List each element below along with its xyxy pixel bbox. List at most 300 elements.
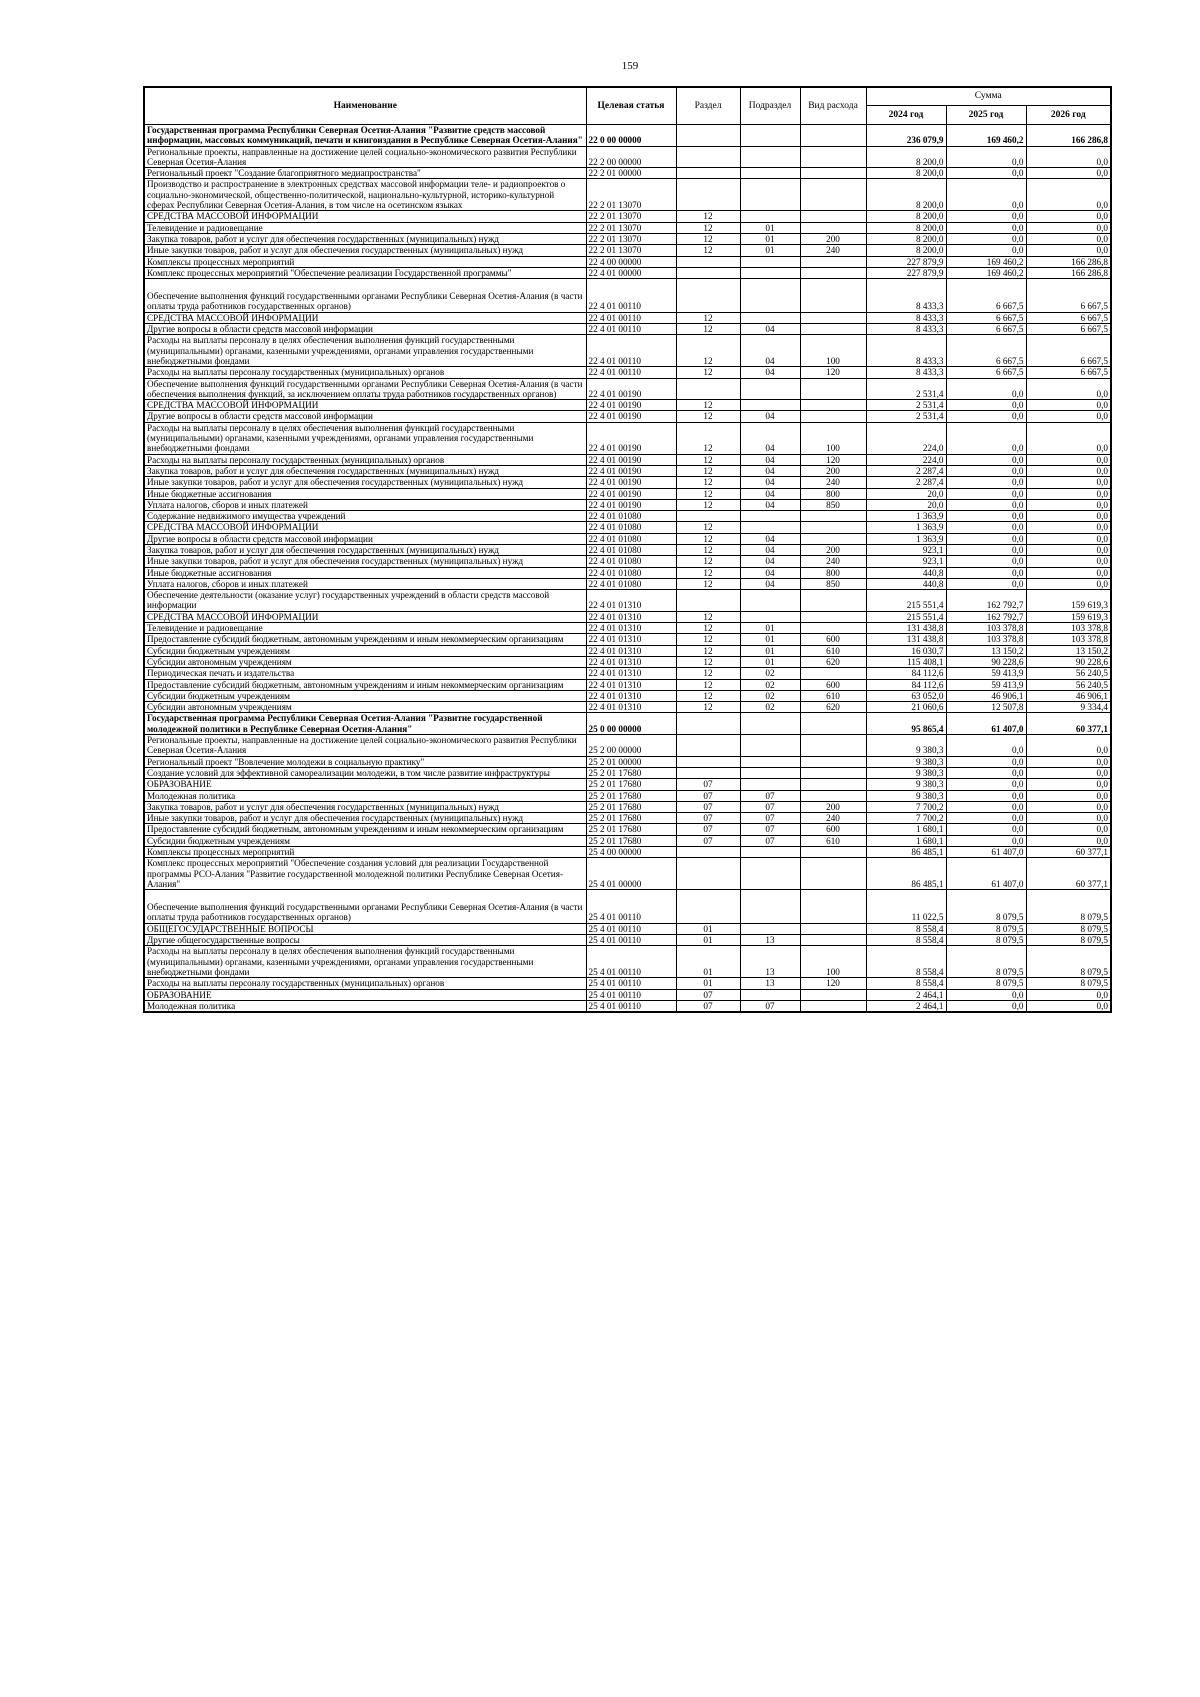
row-type: 600: [800, 824, 866, 835]
row-subsection: [740, 279, 800, 313]
row-subsection: 04: [740, 488, 800, 499]
row-2025: 6 667,5: [946, 324, 1026, 335]
table-row: [144, 533, 1111, 544]
row-name: Региональный проект "Вовлечение молодежи в социальную практику": [144, 756, 586, 767]
row-2024: 115 408,1: [866, 656, 946, 667]
row-name: Расходы на выплаты персоналу государственных (муниципальных) органов: [144, 978, 586, 989]
row-name: Субсидии бюджетным учреждениям: [144, 835, 586, 846]
row-name: Расходы на выплаты персоналу государственных (муниципальных) органов: [144, 367, 586, 378]
row-2026: 0,0: [1026, 735, 1111, 757]
row-2024: 1 680,1: [866, 824, 946, 835]
row-code: 25 2 01 17680: [586, 801, 676, 812]
row-section: 12: [676, 522, 740, 533]
row-subsection: [740, 400, 800, 411]
row-subsection: 01: [740, 645, 800, 656]
row-2026: 0,0: [1026, 411, 1111, 422]
row-2024: 8 200,0: [866, 245, 946, 256]
row-type: [800, 611, 866, 622]
row-code: 22 4 01 01080: [586, 522, 676, 533]
row-code: 22 4 01 00190: [586, 465, 676, 476]
row-subsection: [740, 125, 800, 147]
row-2024: 9 380,3: [866, 779, 946, 790]
row-2024: 8 433,3: [866, 324, 946, 335]
row-2024: 8 558,4: [866, 923, 946, 934]
table-row: [144, 324, 1111, 335]
row-section: 12: [676, 335, 740, 367]
row-2025: 0,0: [946, 1000, 1026, 1012]
row-code: 22 4 01 00110: [586, 324, 676, 335]
row-2026: 0,0: [1026, 567, 1111, 578]
row-2024: 131 438,8: [866, 623, 946, 634]
table-row: [144, 590, 1111, 612]
table-row: [144, 713, 1111, 735]
row-section: [676, 168, 740, 179]
row-type: 240: [800, 556, 866, 567]
row-2026: 0,0: [1026, 477, 1111, 488]
row-name: Расходы на выплаты персоналу в целях обеспечения выполнения функций государственными (муниципальными) органами, казенными учреждениями, органами управления государственными внебюджетными фондами: [144, 335, 586, 367]
row-2024: 1 363,9: [866, 511, 946, 522]
row-subsection: 07: [740, 835, 800, 846]
row-2024: 8 558,4: [866, 946, 946, 978]
row-2024: 440,8: [866, 567, 946, 578]
row-type: [800, 179, 866, 211]
row-code: 22 2 01 13070: [586, 245, 676, 256]
row-type: [800, 324, 866, 335]
row-type: [800, 847, 866, 858]
table-row: [144, 578, 1111, 589]
row-subsection: 04: [740, 556, 800, 567]
row-2026: 56 240,5: [1026, 679, 1111, 690]
row-subsection: 07: [740, 801, 800, 812]
row-2024: 63 052,0: [866, 690, 946, 701]
row-name: Обеспечение выполнения функций государственными органами Республики Северная Осетия-Алания (в части оплаты труда работников государственных органов): [144, 279, 586, 313]
row-name: Комплексы процессных мероприятий: [144, 256, 586, 267]
row-2025: 0,0: [946, 556, 1026, 567]
row-name: Производство и распространение в электронных средствах массовой информации теле- и радиопроектов о социально-экономической, общественно-политической, национально-культурной, историко-культурной сферах Республики Северная Осетия-Алания, в том числе на осетинском языках: [144, 179, 586, 211]
table-row: [144, 656, 1111, 667]
row-2024: 84 112,6: [866, 668, 946, 679]
row-section: 01: [676, 923, 740, 934]
row-type: [800, 400, 866, 411]
row-type: [800, 511, 866, 522]
row-2024: 131 438,8: [866, 634, 946, 645]
row-2024: 11 022,5: [866, 890, 946, 924]
row-code: 25 4 01 00110: [586, 978, 676, 989]
row-section: 12: [676, 690, 740, 701]
row-2025: 0,0: [946, 578, 1026, 589]
row-code: 22 4 01 01080: [586, 511, 676, 522]
header-name: Наименование: [144, 87, 586, 125]
row-name: Предоставление субсидий бюджетным, автономным учреждениям и иным некоммерческим организациям: [144, 634, 586, 645]
table-row: [144, 499, 1111, 510]
row-2025: 0,0: [946, 522, 1026, 533]
row-section: 07: [676, 790, 740, 801]
row-2025: 90 228,6: [946, 656, 1026, 667]
row-2025: 0,0: [946, 824, 1026, 835]
row-section: [676, 890, 740, 924]
row-2026: 0,0: [1026, 488, 1111, 499]
row-name: Обеспечение деятельности (оказание услуг) государственных учреждений в области средств массовой информации: [144, 590, 586, 612]
row-name: ОБРАЗОВАНИЕ: [144, 989, 586, 1000]
row-name: Предоставление субсидий бюджетным, автономным учреждениям и иным некоммерческим организациям: [144, 679, 586, 690]
row-name: Иные бюджетные ассигнования: [144, 488, 586, 499]
row-type: 100: [800, 946, 866, 978]
row-2025: 0,0: [946, 499, 1026, 510]
row-code: 22 0 00 00000: [586, 125, 676, 147]
row-code: 22 4 01 00110: [586, 279, 676, 313]
row-code: 22 4 00 00000: [586, 256, 676, 267]
row-section: 12: [676, 567, 740, 578]
row-subsection: [740, 522, 800, 533]
row-name: Молодежная политика: [144, 790, 586, 801]
table-row: [144, 233, 1111, 244]
table-row: [144, 835, 1111, 846]
row-2026: 0,0: [1026, 422, 1111, 454]
row-2025: 6 667,5: [946, 367, 1026, 378]
row-2026: 166 286,8: [1026, 125, 1111, 147]
row-2025: 0,0: [946, 454, 1026, 465]
row-subsection: [740, 168, 800, 179]
row-code: 22 4 01 00000: [586, 267, 676, 278]
row-name: Иные закупки товаров, работ и услуг для обеспечения государственных (муниципальных) нужд: [144, 556, 586, 567]
table-row: [144, 989, 1111, 1000]
row-2025: 59 413,9: [946, 679, 1026, 690]
row-2024: 2 287,4: [866, 477, 946, 488]
row-type: 100: [800, 422, 866, 454]
row-type: [800, 256, 866, 267]
table-row: [144, 623, 1111, 634]
row-subsection: [740, 211, 800, 222]
row-code: 22 4 01 00190: [586, 488, 676, 499]
table-row: [144, 668, 1111, 679]
row-subsection: 02: [740, 690, 800, 701]
row-subsection: [740, 179, 800, 211]
row-2026: 6 667,5: [1026, 279, 1111, 313]
row-2024: 8 433,3: [866, 367, 946, 378]
table-row: [144, 211, 1111, 222]
row-code: 25 4 01 00110: [586, 890, 676, 924]
table-row: [144, 679, 1111, 690]
row-name: Комплексы процессных мероприятий: [144, 847, 586, 858]
row-2025: 0,0: [946, 179, 1026, 211]
row-name: Комплекс процессных мероприятий "Обеспечение реализации Государственной программы": [144, 267, 586, 278]
row-type: 200: [800, 465, 866, 476]
row-2024: 8 200,0: [866, 211, 946, 222]
row-name: Создание условий для эффективной самореализации молодежи, в том числе развитие инфраструктуры: [144, 767, 586, 778]
row-2025: 169 460,2: [946, 256, 1026, 267]
row-type: 850: [800, 499, 866, 510]
row-subsection: 04: [740, 499, 800, 510]
row-type: [800, 590, 866, 612]
row-2025: 0,0: [946, 835, 1026, 846]
row-2026: 103 378,8: [1026, 634, 1111, 645]
table-row: [144, 400, 1111, 411]
table-row: [144, 454, 1111, 465]
row-type: [800, 222, 866, 233]
row-2024: 8 200,0: [866, 233, 946, 244]
row-code: 22 4 01 01080: [586, 567, 676, 578]
row-2024: 215 551,4: [866, 611, 946, 622]
row-name: Периодическая печать и издательства: [144, 668, 586, 679]
row-code: 25 2 00 00000: [586, 735, 676, 757]
row-name: Субсидии автономным учреждениям: [144, 656, 586, 667]
row-2025: 0,0: [946, 767, 1026, 778]
row-2025: 0,0: [946, 544, 1026, 555]
row-type: 240: [800, 477, 866, 488]
row-2026: 8 079,5: [1026, 890, 1111, 924]
row-code: 22 2 01 00000: [586, 168, 676, 179]
row-type: [800, 1000, 866, 1012]
row-section: 12: [676, 211, 740, 222]
row-2026: 60 377,1: [1026, 713, 1111, 735]
row-2026: 0,0: [1026, 522, 1111, 533]
row-2024: 2 287,4: [866, 465, 946, 476]
row-2024: 224,0: [866, 422, 946, 454]
row-section: [676, 125, 740, 147]
row-name: СРЕДСТВА МАССОВОЙ ИНФОРМАЦИИ: [144, 522, 586, 533]
header-2026: 2026 год: [1026, 106, 1111, 125]
row-2025: 8 079,5: [946, 946, 1026, 978]
row-2024: 86 485,1: [866, 858, 946, 890]
row-name: Молодежная политика: [144, 1000, 586, 1012]
row-subsection: 04: [740, 544, 800, 555]
row-2024: 7 700,2: [866, 801, 946, 812]
row-type: [800, 146, 866, 168]
row-2026: 8 079,5: [1026, 935, 1111, 946]
row-section: 01: [676, 946, 740, 978]
row-section: 12: [676, 499, 740, 510]
row-subsection: [740, 146, 800, 168]
row-name: Расходы на выплаты персоналу в целях обеспечения выполнения функций государственными (муниципальными) органами, казенными учреждениями, органами управления государственными внебюджетными фондами: [144, 946, 586, 978]
row-subsection: [740, 511, 800, 522]
row-2024: 84 112,6: [866, 679, 946, 690]
row-name: Региональные проекты, направленные на достижение целей социально-экономического развития Республики Северная Осетия-Алания: [144, 735, 586, 757]
row-section: [676, 756, 740, 767]
row-subsection: 13: [740, 946, 800, 978]
row-code: 25 2 01 17680: [586, 767, 676, 778]
row-section: 12: [676, 411, 740, 422]
row-name: Иные закупки товаров, работ и услуг для обеспечения государственных (муниципальных) нужд: [144, 477, 586, 488]
row-section: 12: [676, 488, 740, 499]
row-2026: 0,0: [1026, 813, 1111, 824]
row-name: Региональный проект "Создание благоприятного медиапространства": [144, 168, 586, 179]
row-name: ОБРАЗОВАНИЕ: [144, 779, 586, 790]
row-2026: 0,0: [1026, 767, 1111, 778]
row-section: [676, 713, 740, 735]
row-2025: 0,0: [946, 465, 1026, 476]
row-subsection: [740, 256, 800, 267]
row-code: 25 2 01 17680: [586, 779, 676, 790]
row-2025: 0,0: [946, 146, 1026, 168]
row-2025: 0,0: [946, 168, 1026, 179]
row-section: [676, 256, 740, 267]
row-2026: 0,0: [1026, 378, 1111, 400]
row-section: [676, 279, 740, 313]
row-subsection: 01: [740, 245, 800, 256]
row-subsection: [740, 779, 800, 790]
row-2025: 0,0: [946, 511, 1026, 522]
row-2026: 0,0: [1026, 233, 1111, 244]
row-name: Телевидение и радиовещание: [144, 222, 586, 233]
row-section: 12: [676, 233, 740, 244]
row-2025: 0,0: [946, 790, 1026, 801]
row-code: 22 4 01 01310: [586, 668, 676, 679]
row-2026: 0,0: [1026, 454, 1111, 465]
row-name: Закупка товаров, работ и услуг для обеспечения государственных (муниципальных) нужд: [144, 233, 586, 244]
row-name: Другие общегосударственные вопросы: [144, 935, 586, 946]
row-2026: 0,0: [1026, 168, 1111, 179]
row-2025: 162 792,7: [946, 590, 1026, 612]
row-2024: 8 200,0: [866, 222, 946, 233]
row-name: Телевидение и радиовещание: [144, 623, 586, 634]
row-2026: 0,0: [1026, 533, 1111, 544]
row-2026: 0,0: [1026, 779, 1111, 790]
row-type: 800: [800, 567, 866, 578]
row-2026: 0,0: [1026, 499, 1111, 510]
row-section: 12: [676, 645, 740, 656]
row-section: 12: [676, 544, 740, 555]
row-2025: 46 906,1: [946, 690, 1026, 701]
row-code: 22 4 01 00190: [586, 454, 676, 465]
row-2026: 0,0: [1026, 146, 1111, 168]
row-subsection: [740, 735, 800, 757]
row-2025: 0,0: [946, 989, 1026, 1000]
row-2025: 8 079,5: [946, 978, 1026, 989]
row-2024: 2 531,4: [866, 411, 946, 422]
row-2025: 0,0: [946, 779, 1026, 790]
row-section: 01: [676, 935, 740, 946]
row-2024: 8 558,4: [866, 935, 946, 946]
row-2025: 59 413,9: [946, 668, 1026, 679]
row-2026: 0,0: [1026, 578, 1111, 589]
row-subsection: 04: [740, 367, 800, 378]
row-2024: 2 531,4: [866, 378, 946, 400]
row-name: СРЕДСТВА МАССОВОЙ ИНФОРМАЦИИ: [144, 211, 586, 222]
table-row: [144, 477, 1111, 488]
row-type: 620: [800, 702, 866, 713]
table-row: [144, 634, 1111, 645]
row-code: 22 4 01 01310: [586, 590, 676, 612]
row-subsection: 04: [740, 567, 800, 578]
row-2026: 103 378,8: [1026, 623, 1111, 634]
row-2025: 0,0: [946, 477, 1026, 488]
row-subsection: 04: [740, 477, 800, 488]
row-2025: 0,0: [946, 567, 1026, 578]
row-2026: 0,0: [1026, 179, 1111, 211]
row-type: 100: [800, 335, 866, 367]
row-2026: 8 079,5: [1026, 978, 1111, 989]
row-type: 620: [800, 656, 866, 667]
row-2025: 169 460,2: [946, 125, 1026, 147]
row-type: [800, 790, 866, 801]
row-section: 12: [676, 454, 740, 465]
row-name: Обеспечение выполнения функций государственными органами Республики Северная Осетия-Алания (в части обеспечения выполнения функций, за исключением оплаты труда работников государственных органов): [144, 378, 586, 400]
header-subsection: Подраздел: [740, 87, 800, 125]
row-2024: 227 879,9: [866, 256, 946, 267]
row-2026: 9 334,4: [1026, 702, 1111, 713]
row-name: Содержание недвижимого имущества учреждений: [144, 511, 586, 522]
row-code: 22 4 01 00110: [586, 335, 676, 367]
table-row: [144, 279, 1111, 313]
row-2024: 86 485,1: [866, 847, 946, 858]
row-code: 22 4 01 00190: [586, 411, 676, 422]
table-row: [144, 756, 1111, 767]
row-code: 25 2 01 17680: [586, 835, 676, 846]
table-row: [144, 813, 1111, 824]
row-2025: 0,0: [946, 378, 1026, 400]
row-name: Расходы на выплаты персоналу государственных (муниципальных) органов: [144, 454, 586, 465]
row-name: Комплекс процессных мероприятий "Обеспечение создания условий для реализации Государственной программы РСО-Алания "Развитие государственной молодежной политики Республике Северная Осетия-Алания": [144, 858, 586, 890]
row-subsection: 13: [740, 978, 800, 989]
row-2025: 6 667,5: [946, 279, 1026, 313]
row-code: 22 4 01 00190: [586, 378, 676, 400]
row-section: [676, 378, 740, 400]
row-2026: 0,0: [1026, 400, 1111, 411]
row-2026: 159 619,3: [1026, 590, 1111, 612]
row-type: 120: [800, 454, 866, 465]
row-code: 25 0 00 00000: [586, 713, 676, 735]
row-2025: 8 079,5: [946, 935, 1026, 946]
row-subsection: 07: [740, 813, 800, 824]
row-2025: 162 792,7: [946, 611, 1026, 622]
row-code: 22 4 01 01080: [586, 556, 676, 567]
row-name: Закупка товаров, работ и услуг для обеспечения государственных (муниципальных) нужд: [144, 544, 586, 555]
row-subsection: 04: [740, 533, 800, 544]
row-subsection: [740, 312, 800, 323]
row-2026: 0,0: [1026, 801, 1111, 812]
row-code: 25 4 01 00110: [586, 923, 676, 934]
row-2026: 0,0: [1026, 465, 1111, 476]
row-subsection: 07: [740, 790, 800, 801]
row-2026: 166 286,8: [1026, 256, 1111, 267]
row-name: Иные закупки товаров, работ и услуг для обеспечения государственных (муниципальных) нужд: [144, 245, 586, 256]
table-header: [144, 87, 1111, 125]
row-2025: 0,0: [946, 801, 1026, 812]
row-name: Субсидии бюджетным учреждениям: [144, 690, 586, 701]
row-section: 07: [676, 1000, 740, 1012]
row-subsection: [740, 267, 800, 278]
row-2025: 0,0: [946, 735, 1026, 757]
row-2024: 2 464,1: [866, 1000, 946, 1012]
row-2024: 923,1: [866, 544, 946, 555]
row-type: 240: [800, 245, 866, 256]
row-2026: 0,0: [1026, 756, 1111, 767]
row-type: [800, 522, 866, 533]
table-row: [144, 522, 1111, 533]
row-section: 12: [676, 245, 740, 256]
row-subsection: [740, 989, 800, 1000]
row-subsection: 01: [740, 233, 800, 244]
row-section: 12: [676, 556, 740, 567]
row-section: 07: [676, 835, 740, 846]
row-code: 25 4 01 00110: [586, 1000, 676, 1012]
row-code: 25 2 01 00000: [586, 756, 676, 767]
table-row: [144, 1000, 1111, 1012]
row-subsection: [740, 767, 800, 778]
row-type: [800, 735, 866, 757]
row-code: 25 4 01 00110: [586, 935, 676, 946]
header-sum: Сумма: [866, 87, 1111, 106]
row-section: [676, 735, 740, 757]
row-2025: 0,0: [946, 422, 1026, 454]
row-2026: 0,0: [1026, 511, 1111, 522]
row-subsection: 07: [740, 824, 800, 835]
table-row: [144, 511, 1111, 522]
row-name: Уплата налогов, сборов и иных платежей: [144, 499, 586, 510]
row-subsection: 04: [740, 324, 800, 335]
row-type: [800, 168, 866, 179]
row-2026: 46 906,1: [1026, 690, 1111, 701]
